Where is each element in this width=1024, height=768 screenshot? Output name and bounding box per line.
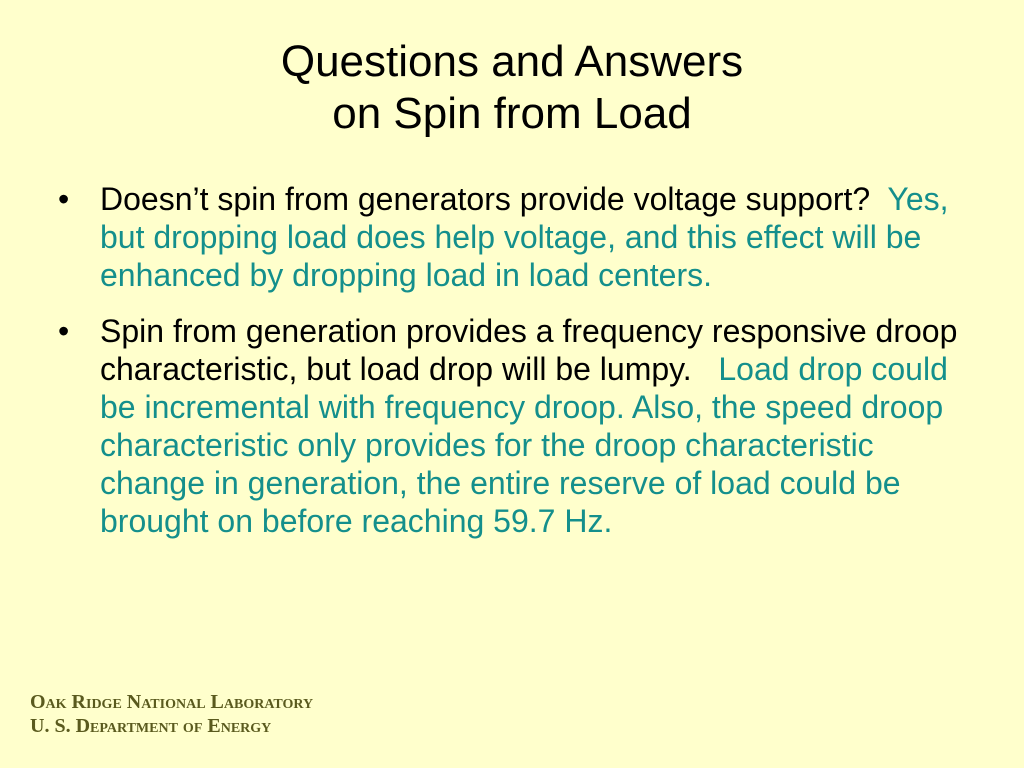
- footer-lab-name: Oak Ridge National Laboratory: [30, 691, 314, 713]
- slide-title-line-1: Questions and Answers: [280, 37, 744, 86]
- bullet-dot-icon: •: [58, 181, 70, 217]
- bullet-question: Spin from generation provides a frequency responsive droop characteristic, but load drop will be lumpy.: [100, 313, 958, 387]
- bullet-question: Doesn’t spin from generators provide voltage support?: [100, 181, 871, 217]
- footer-department-name: U. S. Department of Energy: [30, 715, 272, 737]
- footer-organization: [30, 690, 313, 738]
- bullet-item: [58, 312, 958, 540]
- slide-body: [58, 180, 958, 558]
- bullet-dot-icon: •: [58, 313, 70, 349]
- bullet-answer: Load drop could be incremental with frequency droop. Also, the speed droop characteristic only provides for the droop characteristic change in generation, the entire reserve of load could be brought on before reaching 59.7 Hz.: [100, 351, 948, 539]
- bullet-item: [58, 180, 958, 294]
- slide-title: [0, 36, 1024, 140]
- bullet-answer: Yes, but dropping load does help voltage, and this effect will be enhanced by dropping load in load centers.: [100, 181, 949, 293]
- slide-title-line-2: on Spin from Load: [332, 89, 692, 138]
